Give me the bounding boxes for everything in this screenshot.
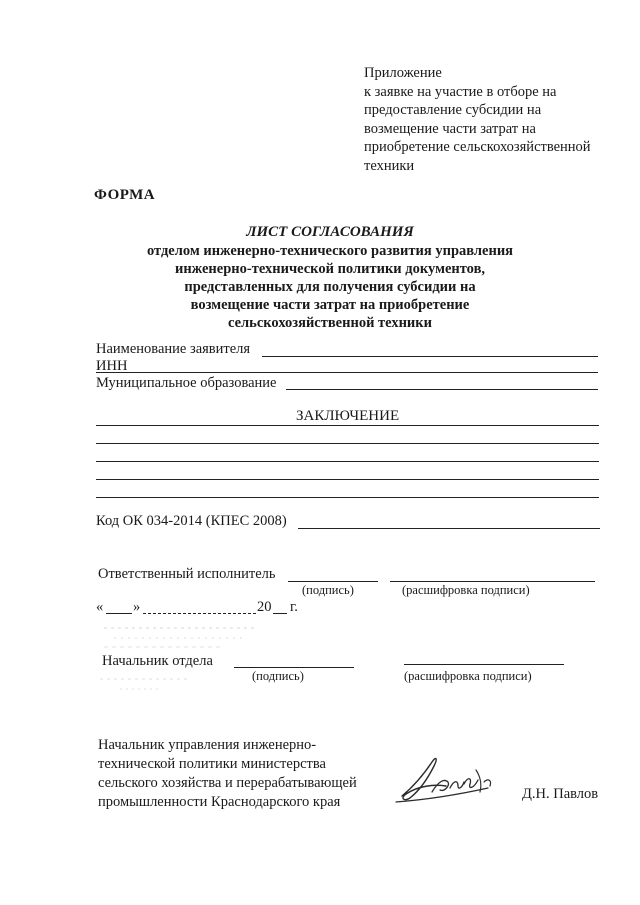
conclusion-line[interactable] <box>96 461 599 462</box>
date-year-prefix: 20 <box>257 599 272 615</box>
executor-decryption-caption: (расшифровка подписи) <box>402 583 530 597</box>
date-day-field[interactable] <box>106 613 132 614</box>
date-close-quote: » <box>133 599 141 615</box>
title-line: сельскохозяйственной техники <box>227 315 432 331</box>
document-title: ЛИСТ СОГЛАСОВАНИЯ <box>246 224 414 240</box>
department-head-decryption-caption: (расшифровка подписи) <box>404 669 532 683</box>
date-month-field[interactable] <box>143 613 256 614</box>
show-through-artifact <box>100 673 240 695</box>
inn-label: ИНН <box>96 358 128 374</box>
title-line: возмещение части затрат на приобретение <box>190 297 470 313</box>
title-line: отделом инженерно-технического развития управления <box>146 243 514 259</box>
appendix-line: к заявке на участие в отборе на <box>364 83 557 100</box>
date-year-field[interactable] <box>273 613 287 614</box>
director-position-line: промышленности Краснодарского края <box>98 794 341 810</box>
conclusion-line[interactable] <box>96 479 599 480</box>
date-open-quote: « <box>96 599 104 615</box>
director-position-line: технической политики министерства <box>98 756 326 772</box>
title-line: представленных для получения субсидии на <box>184 279 476 295</box>
conclusion-heading: ЗАКЛЮЧЕНИЕ <box>296 408 400 424</box>
municipality-label: Муниципальное образование <box>96 375 277 391</box>
appendix-line: техники <box>364 157 415 174</box>
executor-decryption-field[interactable] <box>390 581 595 582</box>
department-head-signature-caption: (подпись) <box>252 669 304 683</box>
executor-label: Ответственный исполнитель <box>98 566 276 582</box>
department-head-signature-field[interactable] <box>234 667 354 668</box>
applicant-name-field[interactable] <box>262 356 598 357</box>
director-position <box>98 736 357 812</box>
form-label: ФОРМА <box>94 187 156 203</box>
date-year-suffix: г. <box>290 599 298 615</box>
show-through-artifact <box>104 622 254 652</box>
director-position-line: Начальник управления инженерно- <box>98 737 317 753</box>
appendix-line: приобретение сельскохозяйственной <box>364 139 591 155</box>
conclusion-line[interactable] <box>96 443 599 444</box>
handwritten-signature <box>392 752 504 810</box>
conclusion-line[interactable] <box>96 497 599 498</box>
document-title-block <box>90 223 570 332</box>
appendix-line: Приложение <box>364 65 442 81</box>
executor-signature-field[interactable] <box>288 581 378 582</box>
appendix-note <box>364 64 626 175</box>
show-through-artifact-marks <box>104 622 254 652</box>
executor-signature-caption: (подпись) <box>302 583 354 597</box>
applicant-name-label: Наименование заявителя <box>96 341 251 357</box>
code-label: Код ОК 034-2014 (КПЕС 2008) <box>96 513 287 529</box>
appendix-line: возмещение части затрат на <box>364 120 536 137</box>
director-name: Д.Н. Павлов <box>522 786 599 802</box>
appendix-line: предоставление субсидии на <box>364 102 542 118</box>
inn-field[interactable] <box>96 372 598 373</box>
director-position-line: сельского хозяйства и перерабатывающей <box>98 775 357 791</box>
conclusion-line[interactable] <box>96 425 599 426</box>
title-line: инженерно-технической политики документов, <box>174 261 486 277</box>
municipality-field[interactable] <box>286 389 598 390</box>
department-head-label: Начальник отдела <box>102 653 213 669</box>
code-field[interactable] <box>298 528 600 529</box>
department-head-decryption-field[interactable] <box>404 664 564 665</box>
